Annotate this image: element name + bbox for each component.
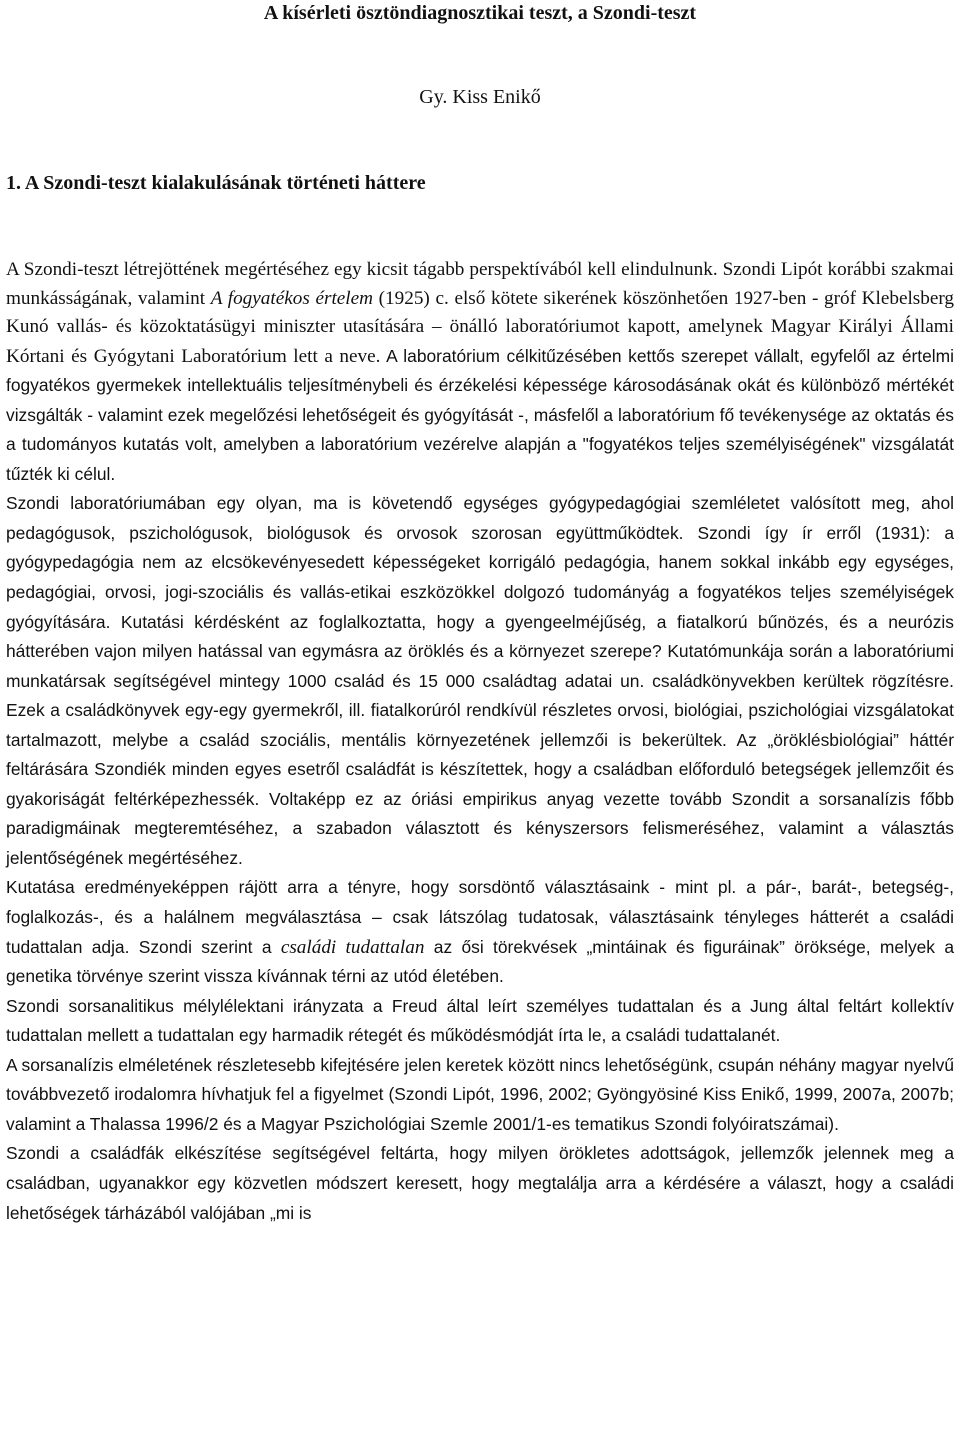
paragraph-4-text: Szondi sorsanalitikus mélylélektani irányzata a Freud által leírt személyes tudattalan és a Jung által feltárt kollektív tudattalan mellett a tudattalan egy harmadik rétegét és működésmódját írta le, a családi tudattalanét. — [6, 995, 954, 1046]
paragraph-3-text-a: Kutatása eredményeképpen rájött arra a tényre, hogy sorsdöntő választásaink - mint pl. a pár-, barát-, betegség-, foglalkozás-, és a halálnem megválasztása – csak látszólag tudatosak, választásaink tényleges hátterét a családi tudattalan adja. Szondi szerint a — [6, 877, 954, 957]
paragraph-6-text: Szondi a családfák elkészítése segítségével feltárta, hogy milyen örökletes adottságok, jellemzők jelennek meg a családban, ugyanakkor egy közvetlen módszert keresett, hogy megtalálja arra a kérdésére a választ, hogy a családi lehetőségek tárházából valójában „mi is — [6, 1143, 954, 1223]
paragraph-5-text: A sorsanalízis elméletének részletesebb kifejtésére jelen keretek között nincs lehetőségünk, csupán néhány magyar nyelvű továbbvezető irodalomra hívhatjuk fel a figyelmet (Szondi Lipót, 1996, 2002; Gyöngyösiné Kiss Enikő, 1999, 2007a, 2007b; valamint a Thalassa 1996/2 és a Magyar Pszichológiai Szemle 2001/1-es tematikus Szondi folyóiratszámai). — [6, 1054, 954, 1134]
paragraph-4 — [6, 992, 954, 1051]
paragraph-1-text-a: A Szondi-teszt létrejöttének megértéséhez egy kicsit tágabb perspektívából kell elindulnunk. Szondi Lipót korábbi szakmai munkásságának, valamint — [6, 259, 954, 309]
paragraph-6 — [6, 1139, 954, 1228]
paragraph-2 — [6, 489, 954, 873]
family-unconscious-italic: családi tudattalan — [280, 936, 425, 958]
document-title: A kísérleti ösztöndiagnosztikai teszt, a Szondi-teszt — [263, 2, 697, 24]
paragraph-1-text-b: (1925) c. első kötete sikerének köszönhetően 1927-ben - gróf Klebelsberg Kunó vallás- és közoktatásügyi miniszter utasítására – önálló laboratóriumot kapott, amelynek Magyar Királyi Állami Kórtani és Gyógytani Laboratórium lett a neve. — [6, 287, 955, 367]
paragraph-5 — [6, 1051, 954, 1140]
author-name: Gy. Kiss Enikő — [419, 86, 541, 108]
paragraph-1-text-c: A laboratórium célkitűzésében kettős szerepet vállalt, egyfelől az értelmi fogyatékos gyermekek intellektuális teljesítménybeli és érzékelési képessége károsodásának okát és különböző mértékét vizsgálták - valamint ezek megelőzési lehetőségeit és gyógyítását -, másfelől a laboratórium fő tevékenysége az oktatás és a tudományos kutatás volt, amelyben a laboratórium vezérelve alapján a "fogyatékos teljes személyiségének" vizsgálatát tűzték ki célul. — [6, 345, 954, 484]
paragraph-1 — [6, 256, 954, 489]
book-title-italic: A fogyatékos értelem — [210, 287, 374, 309]
document-body — [6, 256, 954, 1228]
section-heading: 1. A Szondi-teszt kialakulásának történeti háttere — [6, 172, 426, 194]
paragraph-3-text-b: az ősi törekvések „mintáinak és figuráinak” öröksége, melyek a genetika törvénye szerint vissza kívánnak térni az utód életében. — [6, 936, 955, 987]
paragraph-2-text: Szondi laboratóriumában egy olyan, ma is követendő egységes gyógypedagógiai szemléletet valósított meg, ahol pedagógusok, pszichológusok, biológusok és orvosok szorosan együttműködtek. Szondi így ír erről (1931): a gyógypedagógia nem az elcsökevényesedett képességeket korrigáló pedagógia, hanem sokkal inkább egy egységes, pedagógiai, orvosi, jogi-szociális és vallás-etikai eszközökkel dolgozó tudományág a fogyatékos teljes személyiségek gyógyítására. Kutatási kérdésként az foglalkoztatta, hogy a gyengeelméjűség, a fiatalkorú bűnözés, és a neurózis hátterében vajon milyen hatással van egymásra az öröklés és a környezet szerepe? Kutatómunkája során a laboratóriumi munkatársak segítségével mintegy 1000 család és 15 000 családtag adatai un. családkönyvekben kerültek rögzítésre. Ezek a családkönyvek egy-egy gyermekről, ill. fiatalkorúról rendkívül részletes orvosi, biológiai, pszichológiai vizsgálatokat tartalmazott, melybe a család szociális, mentális környezetének jellemzői is bekerültek. Az „öröklésbiológiai” háttér feltárására Szondiék minden egyes esetről családfát is készítettek, hogy a családban előforduló betegségek jellemzőit és gyakoriságát feltérképezhessék. Voltaképp ez az óriási empirikus anyag vezette tovább Szondit a sorsanalízis főbb paradigmáinak megteremtéséhez, a szabadon választott és kényszersors felismeréséhez, valamint a választás jelentőségének megértéséhez. — [6, 493, 954, 868]
paragraph-3 — [6, 873, 954, 991]
